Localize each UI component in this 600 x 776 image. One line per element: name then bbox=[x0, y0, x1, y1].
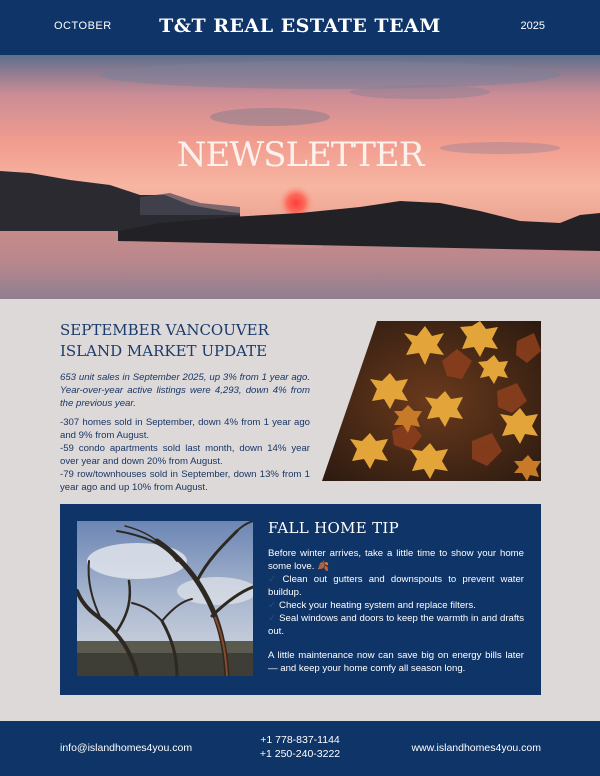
fall-tip-section bbox=[60, 504, 541, 695]
checkmark-icon: ✓ bbox=[268, 613, 277, 624]
footer-bar bbox=[0, 721, 600, 776]
footer-phone-2[interactable]: +1 250-240-3222 bbox=[259, 748, 341, 760]
autumn-leaves-photo bbox=[322, 321, 541, 481]
fall-tip-text bbox=[268, 519, 524, 675]
tip-item: ✓ Check your heating system and replace filters. bbox=[268, 600, 476, 611]
footer-website[interactable]: www.islandhomes4you.com bbox=[411, 742, 541, 754]
market-heading: SEPTEMBER VANCOUVER ISLAND MARKET UPDATE bbox=[60, 321, 269, 360]
footer-phone-1[interactable]: +1 778-837-1144 bbox=[260, 734, 340, 746]
hero-banner bbox=[0, 55, 600, 299]
bare-trees-photo bbox=[77, 521, 253, 676]
tip-item: ✓ Seal windows and doors to keep the warmth in and drafts out. bbox=[268, 613, 524, 637]
checkmark-icon: ✓ bbox=[268, 574, 280, 585]
fall-tip-closing: A little maintenance now can save big on energy bills later — and keep your home comfy all season long. bbox=[268, 650, 524, 674]
stat-homes: -307 homes sold in September, down 4% from 1 year ago and 9% from August. bbox=[60, 417, 310, 441]
stat-townhouses: -79 row/townhouses sold in September, down 13% from 1 year ago and up 10% from August. bbox=[60, 469, 310, 493]
sunset-photo bbox=[0, 55, 600, 299]
checkmark-icon: ✓ bbox=[268, 600, 277, 611]
header-bar bbox=[0, 0, 600, 55]
market-lead: 653 unit sales in September 2025, up 3% from 1 year ago. Year-over-year active listings were 4,293, down 4% from the previous year. bbox=[60, 372, 310, 409]
market-stats bbox=[60, 416, 310, 494]
newsletter-title: NEWSLETTER bbox=[176, 135, 424, 175]
tip-item: ✓ Clean out gutters and downspouts to prevent water buildup. bbox=[268, 574, 524, 598]
header-year: 2025 bbox=[520, 20, 545, 32]
fall-tip-intro: Before winter arrives, take a little time to show your home some love. 🍂 bbox=[268, 548, 524, 572]
brand-title: T&T REAL ESTATE TEAM bbox=[159, 15, 441, 37]
fall-tip-heading: FALL HOME TIP bbox=[268, 519, 400, 537]
footer-email[interactable]: info@islandhomes4you.com bbox=[60, 742, 193, 754]
market-update-section bbox=[60, 320, 310, 494]
header-month: OCTOBER bbox=[54, 20, 112, 32]
stat-condos: -59 condo apartments sold last month, down 14% year over year and down 20% from August. bbox=[60, 443, 310, 467]
